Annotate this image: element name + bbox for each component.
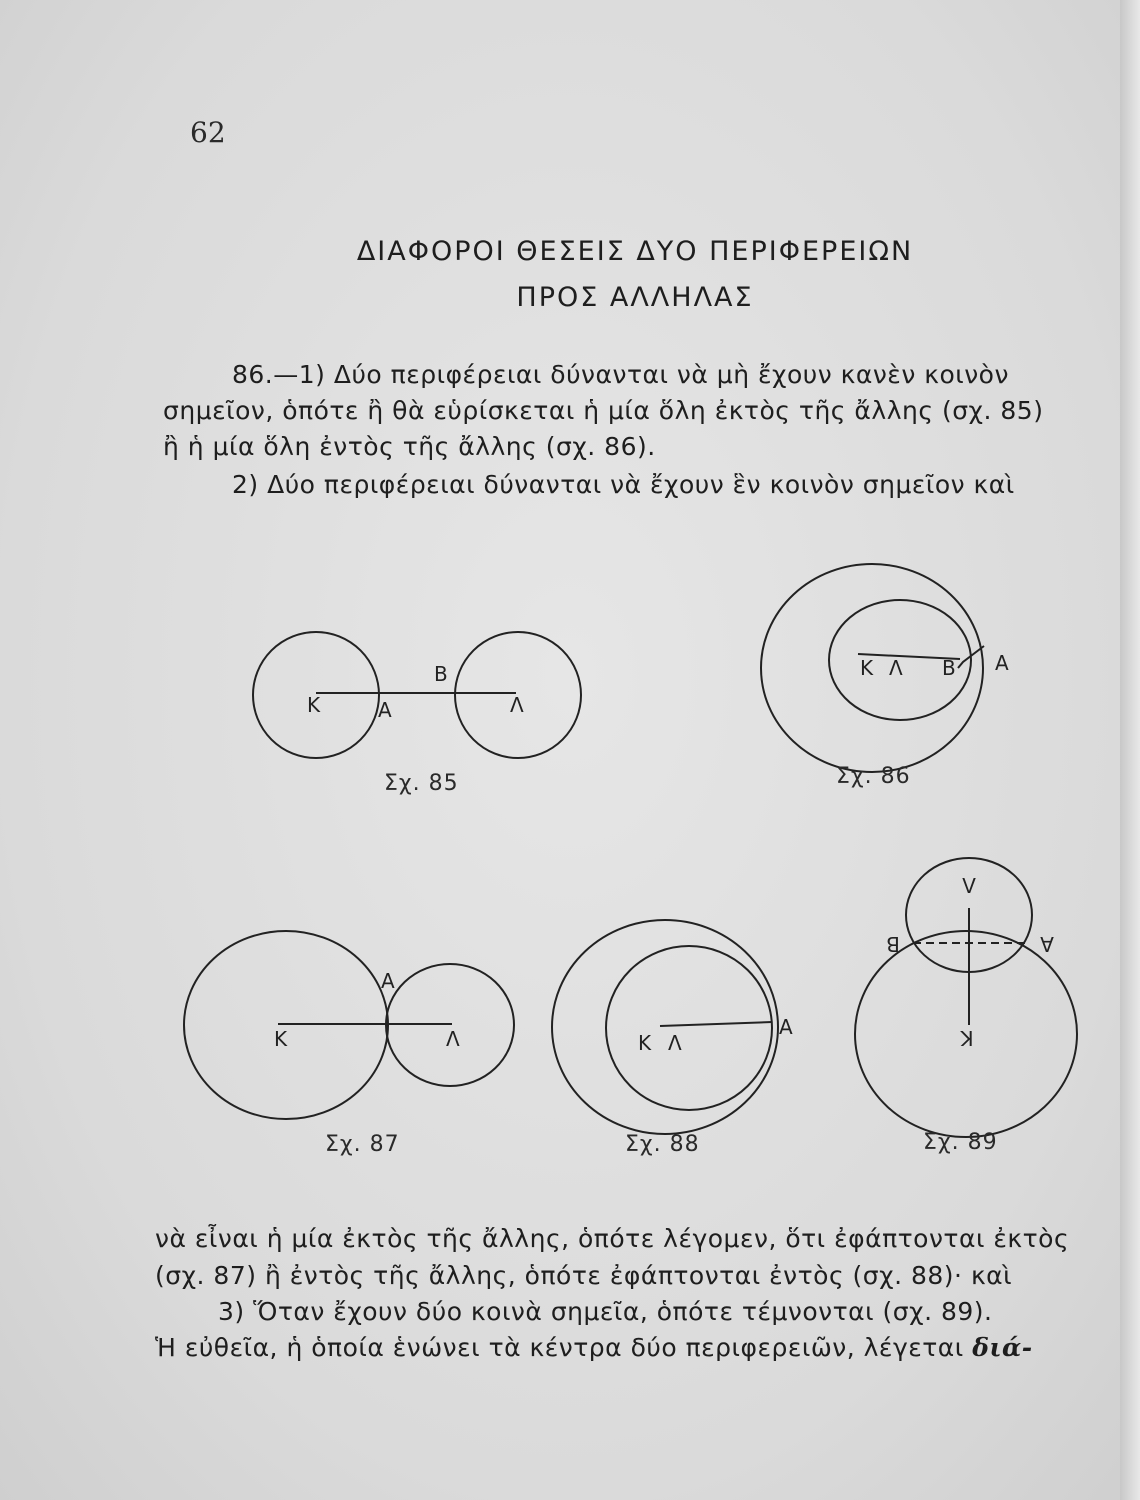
fig85-label-l: Λ: [510, 693, 524, 717]
intro-line-1: 86.—1) Δύο περιφέρειαι δύνανται νὰ μὴ ἔχουν κανὲν κοινὸν: [232, 360, 1009, 389]
figure-88: [552, 920, 793, 1134]
fig85-label-k: Κ: [307, 693, 321, 717]
fig89-caption: Σχ. 89: [923, 1130, 998, 1155]
fig86-caption: Σχ. 86: [836, 764, 911, 789]
fig86-label-k: Κ: [860, 656, 874, 680]
fig89-label-b: Β: [886, 932, 900, 956]
figure-89: [855, 858, 1077, 1137]
fig88-center-line: [660, 1022, 772, 1026]
fig85-caption: Σχ. 85: [384, 771, 459, 796]
fig89-label-a: Α: [1040, 932, 1054, 956]
outro-line-2: (σχ. 87) ἢ ἐντὸς τῆς ἄλλης, ὁπότε ἐφάπτονται ἐντὸς (σχ. 88)· καὶ: [155, 1261, 1013, 1290]
fig87-label-k: Κ: [274, 1027, 288, 1051]
fig86-label-l: Λ: [889, 656, 903, 680]
fig86-label-b: Β: [942, 656, 956, 680]
fig85-label-b: Β: [434, 662, 448, 686]
figure-86: [761, 564, 1009, 772]
fig88-label-l: Λ: [668, 1031, 682, 1055]
outro-line-3: 3) Ὅταν ἔχουν δύο κοινὰ σημεῖα, ὁπότε τέμνονται (σχ. 89).: [218, 1297, 993, 1326]
section-title-line-2: ΠΡΟΣ ΑΛΛΗΛΑΣ: [516, 282, 754, 313]
figure-87: [184, 931, 514, 1119]
outro-line-4-text: Ἡ εὐθεῖα, ἡ ὁποία ἑνώνει τὰ κέντρα δύο περιφερειῶν, λέγεται: [155, 1333, 964, 1362]
fig88-label-a: Α: [779, 1015, 793, 1039]
outro-line-1: νὰ εἶναι ἡ μία ἐκτὸς τῆς ἄλλης, ὁπότε λέγομεν, ὅτι ἐφάπτονται ἐκτὸς: [155, 1224, 1070, 1253]
fig87-label-l: Λ: [446, 1027, 460, 1051]
fig86-label-a: Α: [995, 651, 1009, 675]
fig89-label-k: Κ: [960, 1026, 974, 1050]
fig88-caption: Σχ. 88: [625, 1132, 700, 1157]
outro-line-4: [155, 1329, 1033, 1367]
fig88-outer-circle: [552, 920, 778, 1134]
page-number: 62: [190, 116, 226, 149]
figure-85: [253, 632, 581, 758]
fig87-label-a: Α: [381, 969, 395, 993]
fig85-label-a: Α: [378, 698, 392, 722]
section-title-line-1: ΔΙΑΦΟΡΟΙ ΘΕΣΕΙΣ ΔΥΟ ΠΕΡΙΦΕΡΕΙΩΝ: [356, 236, 914, 267]
intro-line-3: ἢ ἡ μία ὅλη ἐντὸς τῆς ἄλλης (σχ. 86).: [163, 432, 656, 461]
fig88-inner-circle: [606, 946, 772, 1110]
intro-line-4: 2) Δύο περιφέρειαι δύνανται νὰ ἔχουν ἓν κοινὸν σημεῖον καὶ: [232, 470, 1015, 499]
fig88-label-k: Κ: [638, 1031, 652, 1055]
term-diakentros: διά-: [972, 1333, 1033, 1362]
intro-line-2: σημεῖον, ὁπότε ἢ θὰ εὑρίσκεται ἡ μία ὅλη ἐκτὸς τῆς ἄλλης (σχ. 85): [163, 396, 1044, 425]
fig89-label-l: Λ: [962, 873, 976, 897]
fig87-caption: Σχ. 87: [325, 1132, 400, 1157]
